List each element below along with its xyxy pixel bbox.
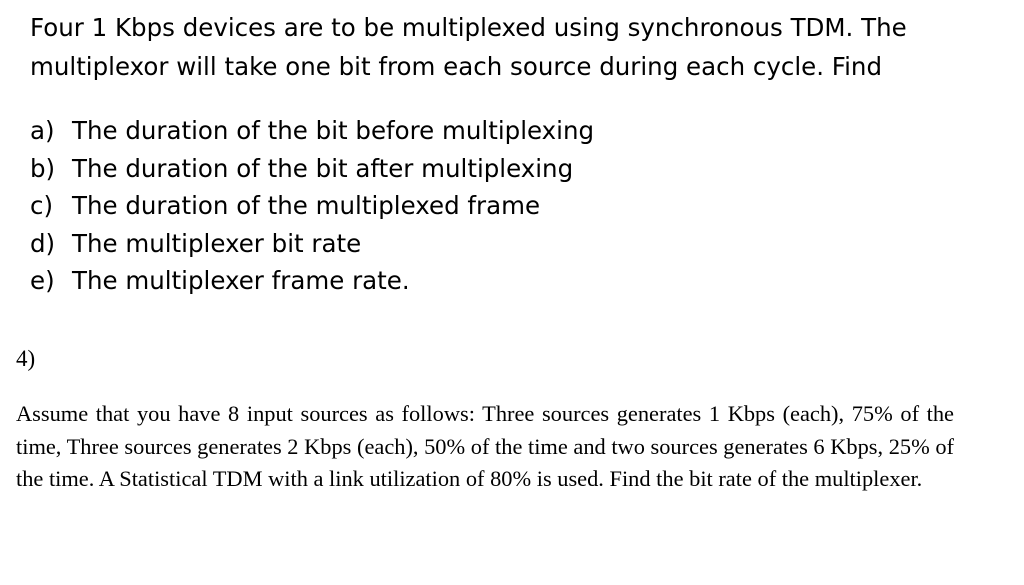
sub-question-marker: c) (30, 191, 54, 220)
sub-question-list (30, 112, 990, 300)
sub-question-text: The duration of the bit before multiplexing (72, 116, 595, 145)
sub-question-d (30, 225, 990, 263)
sub-question-text: The multiplexer frame rate. (72, 266, 410, 295)
problem-4-number: 4) (16, 346, 36, 371)
sub-question-text: The duration of the multiplexed frame (72, 191, 541, 220)
sub-question-marker: a) (30, 116, 55, 145)
sub-question-b (30, 150, 990, 188)
problem-4-text: Assume that you have 8 input sources as follows: Three sources generates 1 Kbps (each), 75% of the time, Three sources generates 2 Kbps (each), 50% of the time and two sources generates 6 Kbps, 25% of the time. A Statistical TDM with a link utilization of 80% is used. Find the bit rate of the multiplexer. (16, 401, 954, 491)
sub-question-a (30, 112, 990, 150)
sub-question-c (30, 187, 990, 225)
problem-3-block (30, 8, 990, 300)
problem-3-intro: Four 1 Kbps devices are to be multiplexed using synchronous TDM. The multiplexor will take one bit from each source during each cycle. Find (30, 13, 907, 81)
sub-question-marker: b) (30, 153, 56, 183)
sub-question-e (30, 262, 990, 300)
sub-question-marker: e) (30, 266, 55, 295)
sub-question-text: The duration of the bit after multiplexing (72, 153, 574, 183)
sub-question-marker: d) (30, 228, 56, 258)
sub-question-text: The multiplexer bit rate (72, 228, 362, 258)
